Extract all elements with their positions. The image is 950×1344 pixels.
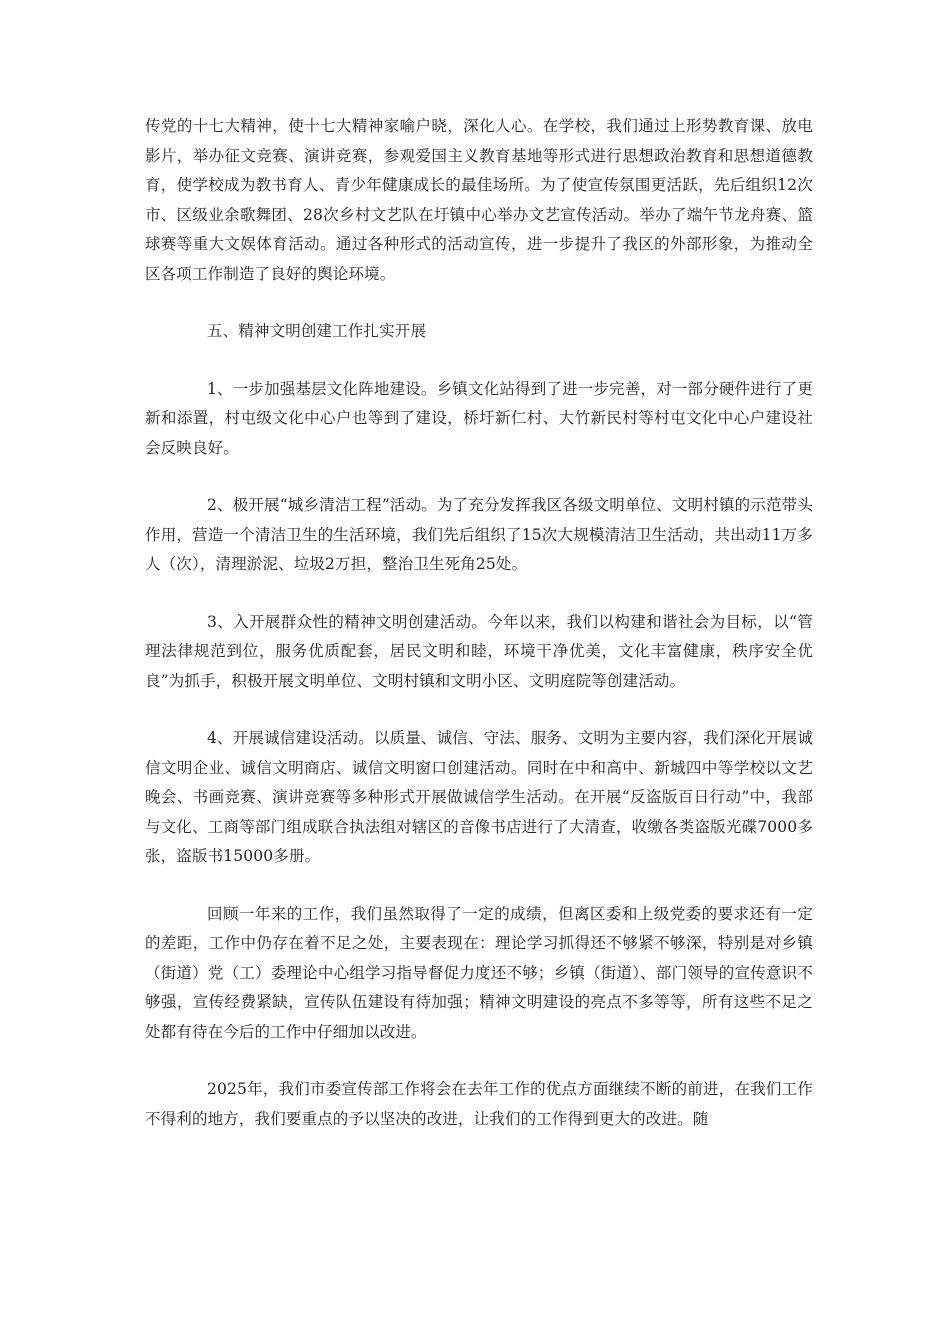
paragraph-outlook: 2025年，我们市委宣传部工作将会在去年工作的优点方面继续不断的前进，在我们工作不得利的地方，我们要重点的予以坚决的改进，让我们的工作得到更大的改进。随 bbox=[145, 1080, 813, 1128]
paragraph-item-2: 2、极开展“城乡清洁工程”活动。为了充分发挥我区各级文明单位、文明村镇的示范带头作用，营造一个清洁卫生的生活环境，我们先后组织了15次大规模清洁卫生活动，共出动11万多人（次），清理淤泥、垃圾2万担，整治卫生死角25处。 bbox=[145, 496, 813, 573]
document-page bbox=[145, 112, 813, 1162]
paragraph-continued-intro: 传党的十七大精神，使十七大精神家喻户晓，深化人心。在学校，我们通过上形势教育课、放电影片，举办征文竞赛、演讲竞赛，参观爱国主义教育基地等形式进行思想政治教育和思想道德教育，使学校成为教书育人、青少年健康成长的最佳场所。为了使宣传氛围更活跃，先后组织12次市、区级业余歌舞团、28次乡村文艺队在圩镇中心举办文艺宣传活动。举办了端午节龙舟赛、篮球赛等重大文娱体育活动。通过各种形式的活动宣传，进一步提升了我区的外部形象，为推动全区各项工作制造了良好的舆论环境。 bbox=[145, 117, 813, 283]
paragraph-item-1: 1、一步加强基层文化阵地建设。乡镇文化站得到了进一步完善，对一部分硬件进行了更新和添置，村屯级文化中心户也等到了建设，桥圩新仁村、大竹新民村等村屯文化中心户建设社会反映良好。 bbox=[145, 379, 813, 457]
paragraph-review: 回顾一年来的工作，我们虽然取得了一定的成绩，但离区委和上级党委的要求还有一定的差距，工作中仍存在着不足之处，主要表现在：理论学习抓得还不够紧不够深，特别是对乡镇（街道）党（工）委理论中心组学习指导督促力度还不够；乡镇（街道）、部门领导的宣传意识不够强，宣传经费紧缺，宣传队伍建设有待加强；精神文明建设的亮点不多等等，所有这些不足之处都有待在今后的工作中仔细加以改进。 bbox=[145, 904, 813, 1041]
section-heading-five: 五、精神文明创建工作扎实开展 bbox=[207, 322, 427, 340]
paragraph-item-3: 3、入开展群众性的精神文明创建活动。今年以来，我们以构建和谐社会为目标，以“管理法律规范到位，服务优质配套，居民文明和睦，环境干净优美，文化丰富健康，秩序安全优良”为抓手，积极开展文明单位、文明村镇和文明小区、文明庭院等创建活动。 bbox=[145, 612, 813, 690]
paragraph-item-4: 4、开展诚信建设活动。以质量、诚信、守法、服务、文明为主要内容，我们深化开展诚信文明企业、诚信文明商店、诚信文明窗口创建活动。同时在中和高中、新城四中等学校以文艺晚会、书画竞赛、演讲竞赛等多种形式开展做诚信学生活动。在开展“反盗版百日行动”中，我部与文化、工商等部门组成联合执法组对辖区的音像书店进行了大清查，收缴各类盗版光碟7000多张，盗版书15000多册。 bbox=[145, 729, 813, 865]
